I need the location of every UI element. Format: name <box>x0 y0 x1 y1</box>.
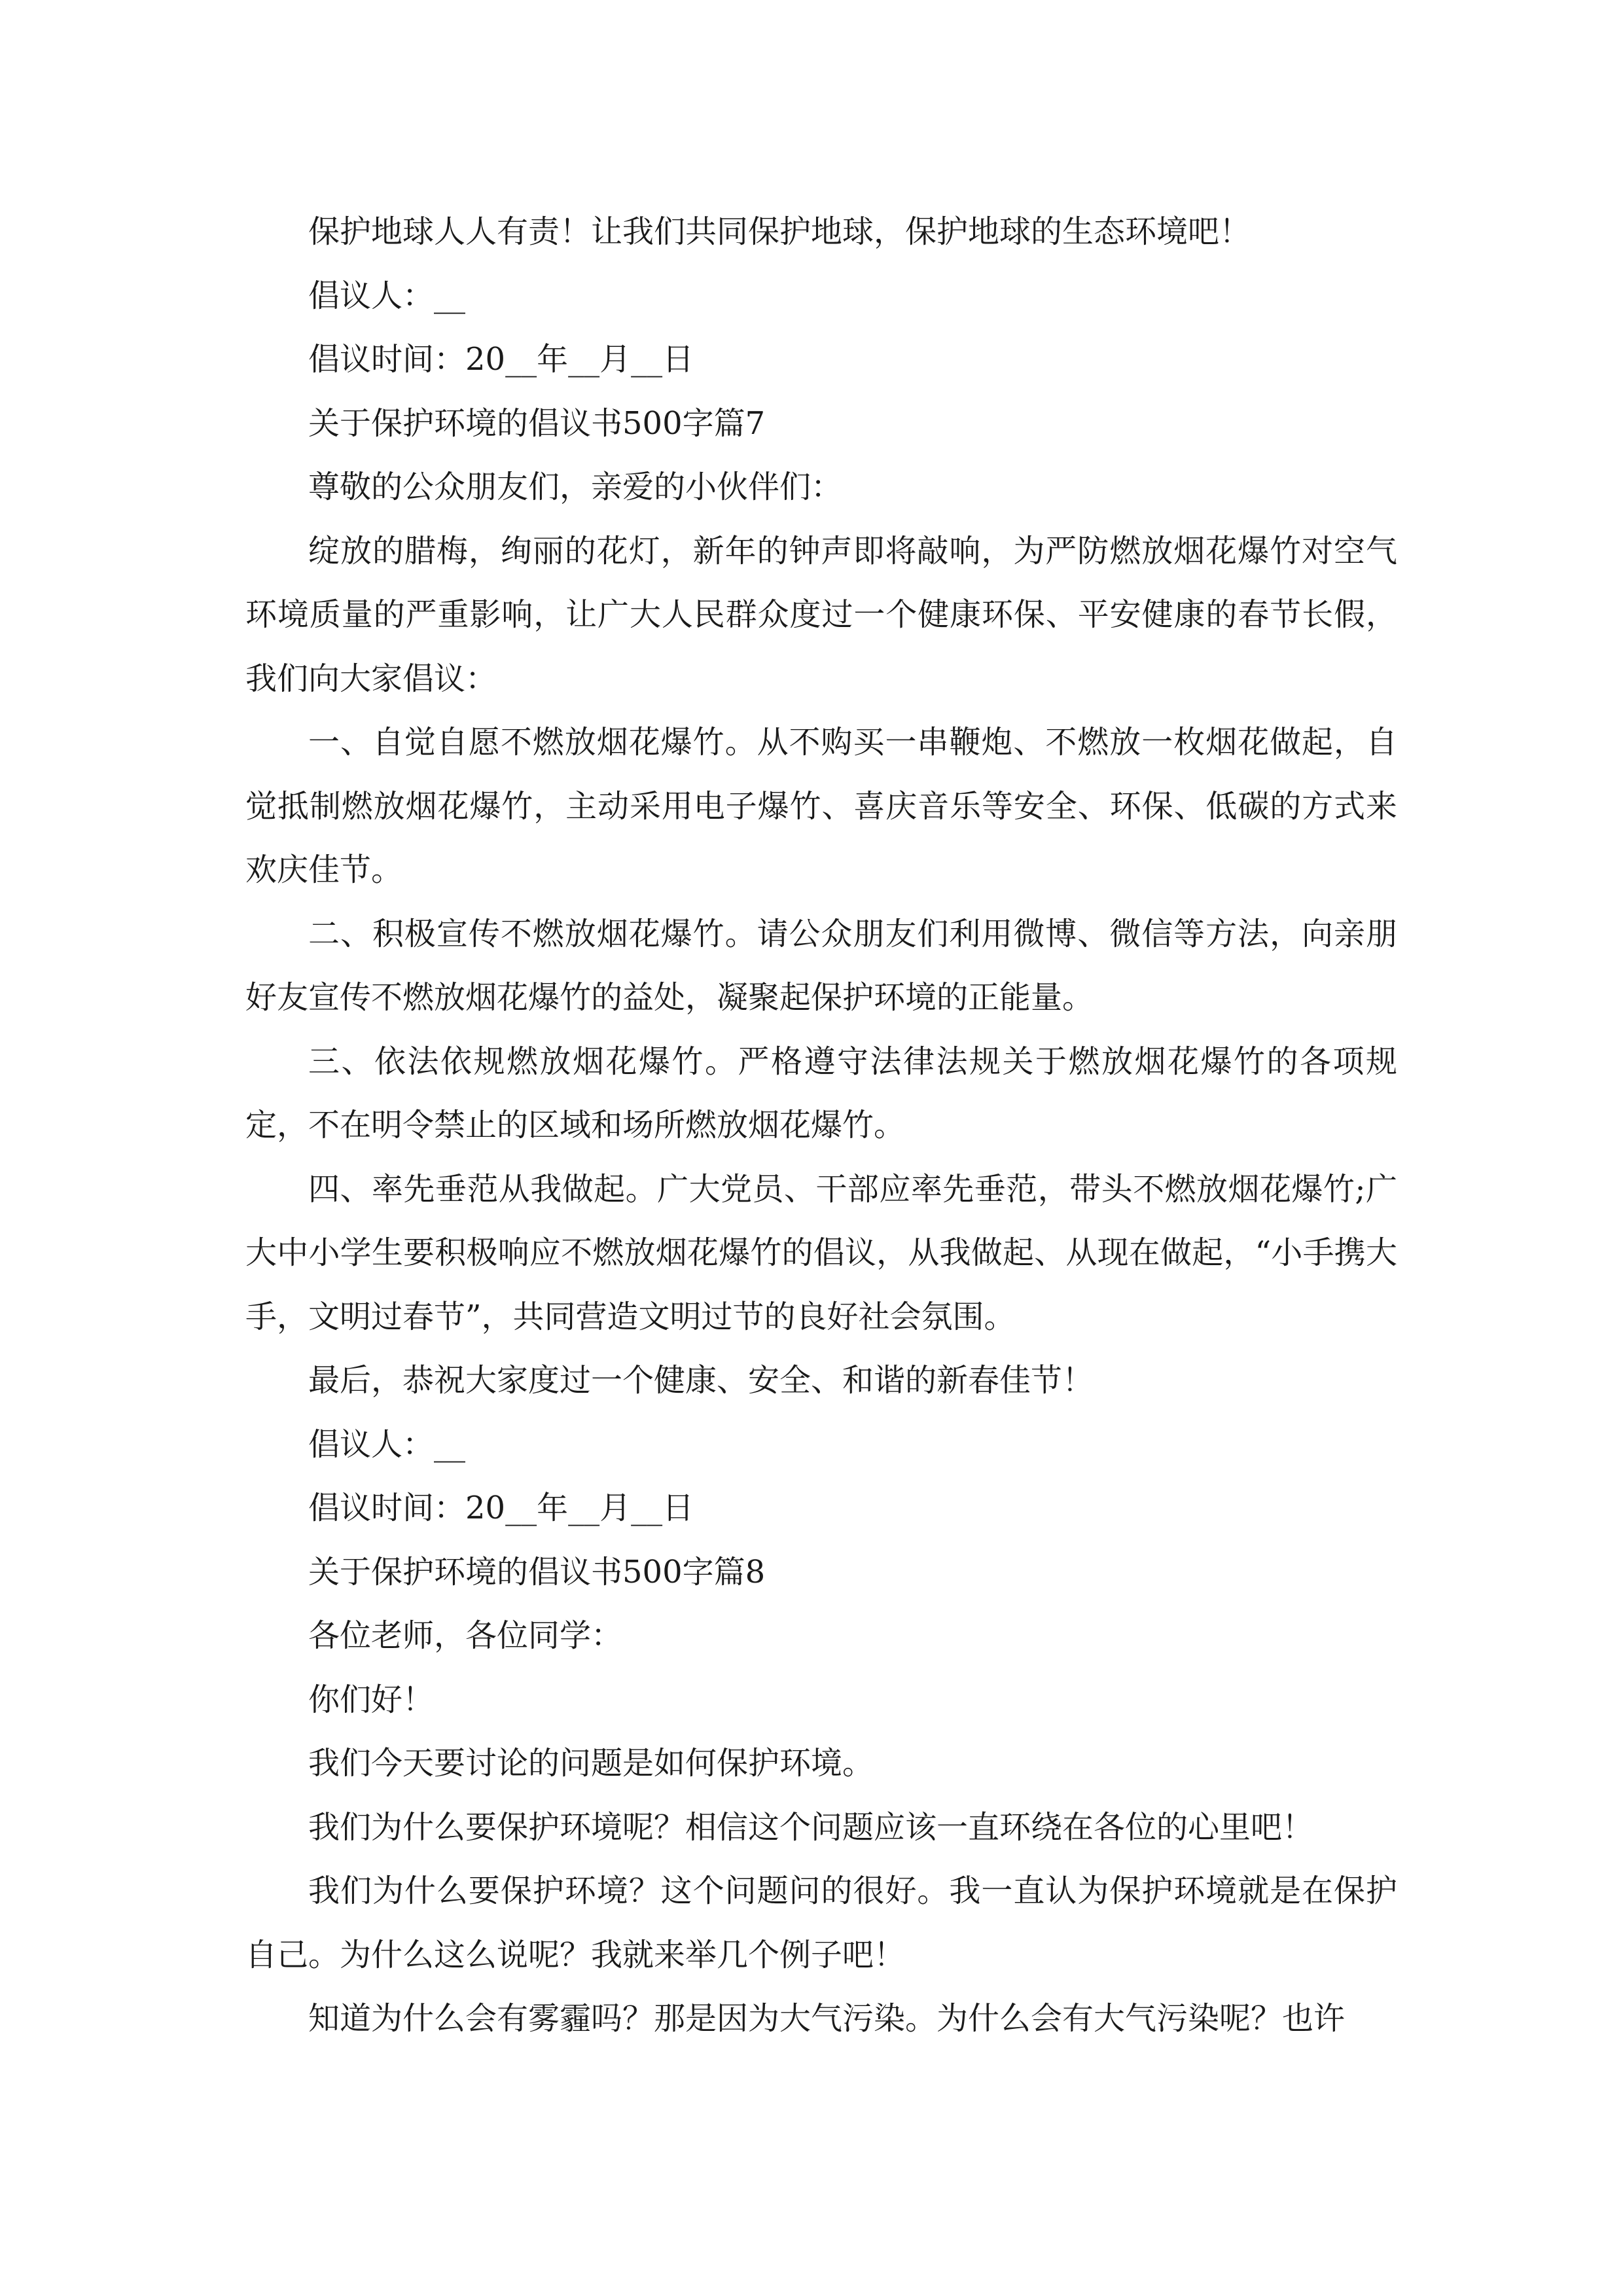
signature-line: 倡议人：__ <box>308 277 466 314</box>
body-paragraph: 我们今天要讨论的问题是如何保护环境。 <box>308 1745 874 1782</box>
section-title: 关于保护环境的倡议书500字篇7 <box>308 404 766 442</box>
section-title: 关于保护环境的倡议书500字篇8 <box>308 1553 766 1590</box>
body-paragraph: 知道为什么会有雾霾吗？那是因为大气污染。为什么会有大气污染呢？也许 <box>308 2000 1346 2037</box>
body-paragraph: 三、依法依规燃放烟花爆竹。严格遵守法律法规关于燃放烟花爆竹的各项规定，不在明令禁止的区域和场所燃放烟花爆竹。 <box>245 1043 1397 1143</box>
signature-line: 倡议人：__ <box>308 1426 466 1463</box>
salutation: 尊敬的公众朋友们，亲爱的小伙伴们： <box>308 469 843 505</box>
salutation: 各位老师，各位同学： <box>308 1617 623 1654</box>
date-line: 倡议时间：20__年__月__日 <box>308 341 694 378</box>
body-paragraph: 我们为什么要保护环境呢？相信这个问题应该一直环绕在各位的心里吧！ <box>308 1808 1314 1846</box>
body-paragraph: 四、率先垂范从我做起。广大党员、干部应率先垂范，带头不燃放烟花爆竹;广大中小学生要积极响应不燃放烟花爆竹的倡议，从我做起、从现在做起，“小手携大手，文明过春节”，共同营造文明过节的良好社会氛围。 <box>245 1170 1397 1335</box>
date-line: 倡议时间：20__年__月__日 <box>308 1490 694 1526</box>
body-paragraph: 绽放的腊梅，绚丽的花灯，新年的钟声即将敲响，为严防燃放烟花爆竹对空气环境质量的严重影响，让广大人民群众度过一个健康环保、平安健康的春节长假，我们向大家倡议： <box>245 532 1397 697</box>
document-body <box>245 200 1397 2051</box>
body-paragraph: 我们为什么要保护环境？这个问题问的很好。我一直认为保护环境就是在保护自己。为什么这么说呢？我就来举几个例子吧！ <box>245 1873 1397 1973</box>
body-paragraph: 一、自觉自愿不燃放烟花爆竹。从不购买一串鞭炮、不燃放一枚烟花做起，自觉抵制燃放烟花爆竹，主动采用电子爆竹、喜庆音乐等安全、环保、低碳的方式来欢庆佳节。 <box>245 724 1397 888</box>
body-paragraph: 二、积极宣传不燃放烟花爆竹。请公众朋友们利用微博、微信等方法，向亲朋好友宣传不燃放烟花爆竹的益处，凝聚起保护环境的正能量。 <box>245 915 1397 1016</box>
closing-paragraph: 最后，恭祝大家度过一个健康、安全、和谐的新春佳节！ <box>308 1362 1094 1399</box>
greeting: 你们好！ <box>308 1681 435 1718</box>
closing-paragraph: 保护地球人人有责！让我们共同保护地球，保护地球的生态环境吧！ <box>308 213 1251 250</box>
